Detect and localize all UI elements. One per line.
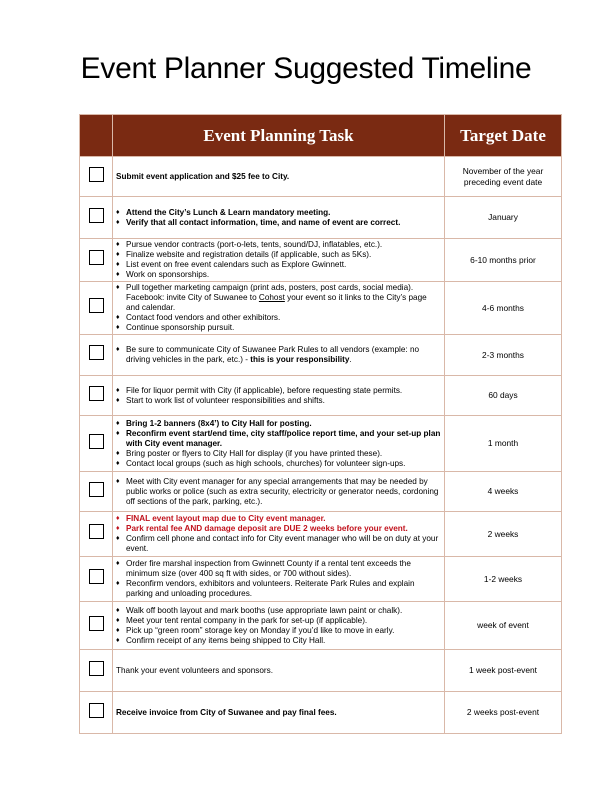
task-item: ♦ Park rental fee AND damage deposit are DUE 2 weeks before your event.	[116, 524, 441, 534]
task-item: ♦ Be sure to communicate City of Suwanee Park Rules to all vendors (example: no driving vehicles in the park, etc.) - this is your responsibility.	[116, 345, 441, 365]
task-item: ♦ Attend the City’s Lunch & Learn mandatory meeting.	[116, 208, 441, 218]
task-item: ♦ Work on sponsorships.	[116, 270, 441, 280]
task-item: ♦ Order fire marshal inspection from Gwinnett County if a rental tent exceeds the minimum size (over 400 sq ft with sides, or 700 without sides).	[116, 559, 441, 579]
task-checkbox[interactable]	[89, 250, 104, 265]
task-item: ♦ Pull together marketing campaign (print ads, posters, post cards, social media). Facebook: invite City of Suwanee to Cohost your event so it links to the City’s page and calendar.	[116, 283, 441, 313]
task-checkbox[interactable]	[89, 569, 104, 584]
target-date: 2-3 months	[445, 335, 562, 376]
target-date: 1 week post-event	[445, 650, 562, 692]
task-item: ♦ List event on free event calendars such as Explore Gwinnett.	[116, 260, 441, 270]
table-row	[80, 602, 562, 650]
task-item: ♦ Walk off booth layout and mark booths (use appropriate lawn paint or chalk).	[116, 606, 441, 616]
header-task: Event Planning Task	[113, 115, 445, 157]
task-text: Receive invoice from City of Suwanee and pay final fees.	[116, 707, 337, 717]
task-item: ♦ Meet your tent rental company in the park for set-up (if applicable).	[116, 616, 441, 626]
target-date: 2 weeks	[445, 512, 562, 557]
target-date: January	[445, 197, 562, 239]
task-item: ♦ Pick up “green room” storage key on Monday if you’d like to move in early.	[116, 626, 441, 636]
task-checkbox[interactable]	[89, 524, 104, 539]
task-item: ♦ FINAL event layout map due to City event manager.	[116, 514, 441, 524]
task-item: ♦ Continue sponsorship pursuit.	[116, 323, 441, 333]
target-date: 60 days	[445, 376, 562, 416]
table-row	[80, 557, 562, 602]
target-date: 1-2 weeks	[445, 557, 562, 602]
cohost-link: Cohost	[258, 293, 285, 302]
task-checkbox[interactable]	[89, 703, 104, 718]
target-date: November of the year preceding event date	[445, 157, 562, 197]
task-item: ♦ Reconfirm event start/end time, city staff/police report time, and your set-up plan with City event manager.	[116, 429, 441, 449]
task-checkbox[interactable]	[89, 208, 104, 223]
task-checkbox[interactable]	[89, 616, 104, 631]
task-checkbox[interactable]	[89, 298, 104, 313]
task-checkbox[interactable]	[89, 345, 104, 360]
table-row	[80, 376, 562, 416]
task-item: ♦ Finalize website and registration details (if applicable, such as 5Ks).	[116, 250, 441, 260]
header-checkbox-column	[80, 115, 113, 157]
table-row	[80, 282, 562, 335]
header-date: Target Date	[445, 115, 562, 157]
target-date: 1 month	[445, 416, 562, 472]
task-item: ♦ Confirm cell phone and contact info for City event manager who will be on duty at your event.	[116, 534, 441, 554]
task-checkbox[interactable]	[89, 386, 104, 401]
task-item: ♦ Bring 1-2 banners (8x4’) to City Hall for posting.	[116, 419, 441, 429]
table-row	[80, 472, 562, 512]
timeline-table	[79, 114, 562, 734]
table-row	[80, 335, 562, 376]
target-date: 4 weeks	[445, 472, 562, 512]
table-row	[80, 239, 562, 282]
target-date: 2 weeks post-event	[445, 692, 562, 734]
task-checkbox[interactable]	[89, 482, 104, 497]
table-header-row	[80, 115, 562, 157]
task-item: ♦ Bring poster or flyers to City Hall for display (if you have printed these).	[116, 449, 441, 459]
task-item: ♦ Meet with City event manager for any special arrangements that may be needed by public works or police (such as extra security, electricity or generator needs, cordoning off sections of the park, parking, etc.).	[116, 477, 441, 507]
task-text: Thank your event volunteers and sponsors.	[116, 665, 274, 675]
task-item: ♦ Verify that all contact information, time, and name of event are correct.	[116, 218, 441, 228]
task-item: ♦ Reconfirm vendors, exhibitors and volunteers. Reiterate Park Rules and explain parking and unloading procedures.	[116, 579, 441, 599]
task-item: ♦ File for liquor permit with City (if applicable), before requesting state permits.	[116, 386, 441, 396]
table-row	[80, 416, 562, 472]
task-text: Submit event application and $25 fee to City.	[116, 171, 290, 181]
table-row	[80, 692, 562, 734]
table-row	[80, 650, 562, 692]
target-date: 6-10 months prior	[445, 239, 562, 282]
task-item: ♦ Start to work list of volunteer responsibilities and shifts.	[116, 396, 441, 406]
page-title: Event Planner Suggested Timeline	[80, 52, 532, 85]
target-date: week of event	[445, 602, 562, 650]
table-row	[80, 197, 562, 239]
task-checkbox[interactable]	[89, 434, 104, 449]
task-item: ♦ Contact food vendors and other exhibitors.	[116, 313, 441, 323]
task-item: ♦ Contact local groups (such as high schools, churches) for volunteer sign-ups.	[116, 459, 441, 469]
task-item: ♦ Pursue vendor contracts (port-o-lets, tents, sound/DJ, inflatables, etc.).	[116, 240, 441, 250]
target-date: 4-6 months	[445, 282, 562, 335]
table-row	[80, 157, 562, 197]
task-checkbox[interactable]	[89, 661, 104, 676]
task-checkbox[interactable]	[89, 167, 104, 182]
table-row	[80, 512, 562, 557]
task-item: ♦ Confirm receipt of any items being shipped to City Hall.	[116, 636, 441, 646]
